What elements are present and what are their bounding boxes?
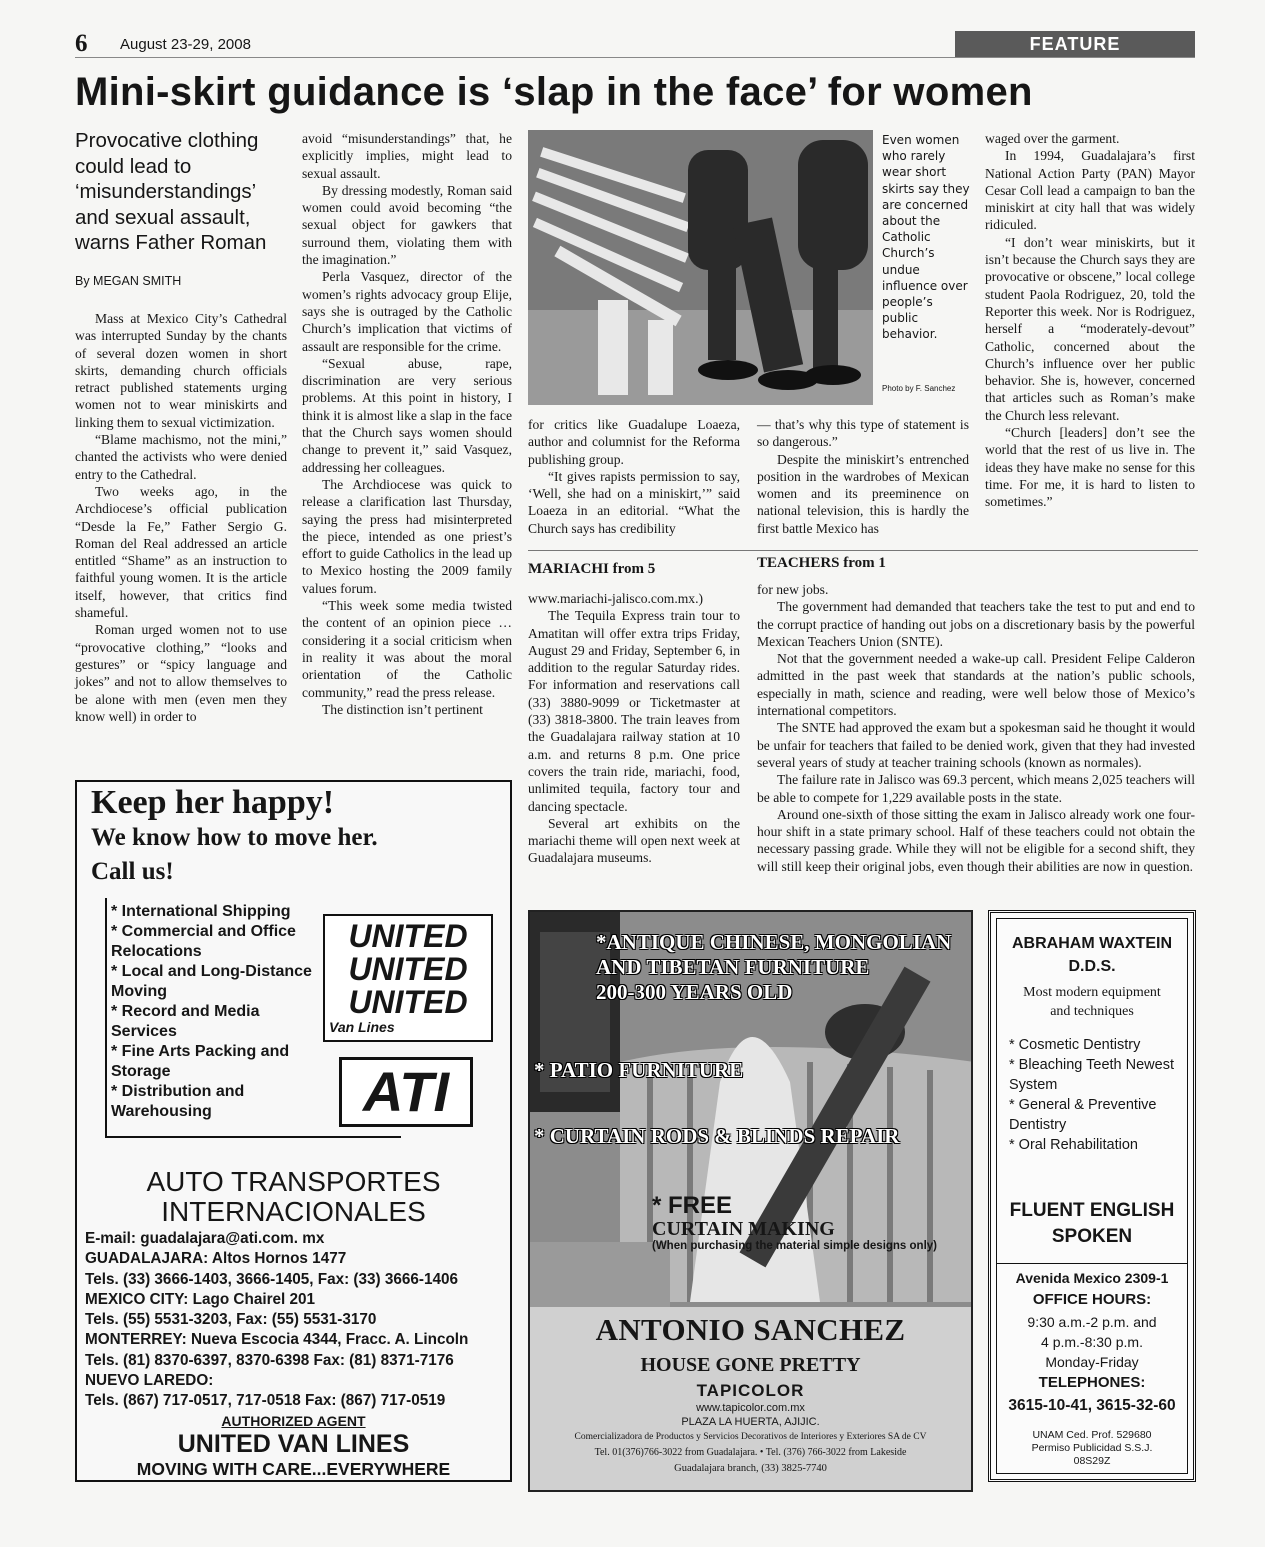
advertiser-name: ANTONIO SANCHEZ xyxy=(595,1312,906,1347)
office-hours-label: OFFICE HOURS: xyxy=(1032,1291,1152,1308)
paragraph: for critics like Guadalupe Loaeza, author and columnist for the Reforma publishing group. xyxy=(528,417,740,467)
license-line: UNAM Ced. Prof. 529680 xyxy=(1032,1429,1152,1441)
paragraph: “This week some media twisted the content of an opinion piece … considering it a social criticism when in reality it was about the moral orientation of the Catholic community,” read the press release. xyxy=(302,598,512,700)
paragraph: “I don’t wear miniskirts, but it isn’t because the Church says they are provocative or obscene,” local college student Paola Rodriguez, 20, told the Reporter this week. Nor is Rodriguez, herself a “moderately-devout” Catholic, concerned about the Church’s influence over her public behavior. She is, however, concerned that articles such as Roman’s make the Church less relevant. xyxy=(985,234,1195,423)
furniture-tel1: Tel. 01(376)766-3022 from Guadalajara. • Tel. (376) 766-3022 from Lakeside xyxy=(594,1447,907,1458)
contact-line: GUADALAJARA: Altos Hornos 1477 xyxy=(85,1250,347,1268)
legal-name: Comercializadora de Productos y Servicios Decorativos de Interiores y Exteriores SA de CV xyxy=(574,1432,927,1442)
paragraph: Not that the government needed a wake-up call. President Felipe Calderon admitted in the past week that standards at the nation’s public schools, especially in math, science and reading, were well below those of Mexico’s international competitors. xyxy=(757,651,1195,719)
contact-line: Tels. (81) 8370-6397, 8370-6398 Fax: (81) 8371-7176 xyxy=(85,1351,454,1369)
furniture-line: *ANTIQUE CHINESE, MONGOLIAN xyxy=(596,930,952,954)
list-item: * General & Preventive Dentistry xyxy=(1009,1097,1157,1133)
mariachi-jump-head: MARIACHI from 5 xyxy=(528,561,656,577)
dentist-services xyxy=(1009,1035,1184,1155)
ad-ati-line3: Call us! xyxy=(91,858,174,885)
list-item: * Bleaching Teeth Newest System xyxy=(1009,1057,1174,1093)
dentist-telephones: 3615-10-41, 3615-32-60 xyxy=(1008,1397,1176,1414)
paragraph: The distinction isn’t pertinent xyxy=(322,701,483,717)
authorized-agent: AUTHORIZED AGENT xyxy=(221,1413,366,1429)
ad-ati-line2: We know how to move her. xyxy=(91,824,378,851)
dentist-tagline xyxy=(991,983,1193,1021)
mariachi-story xyxy=(528,590,740,867)
list-item: * Local and Long-Distance Moving xyxy=(111,963,312,1000)
van-lines-text: Van Lines xyxy=(329,1019,395,1035)
photo-caption: Even women who rarely wear short skirts say they are concerned about the Catholic Church’s undue influence over people’s public behavior. xyxy=(882,133,970,342)
united-logo xyxy=(323,914,493,1042)
list-item: * Commercial and Office Relocations xyxy=(111,923,296,960)
furniture-line: 200-300 YEARS OLD xyxy=(596,980,793,1004)
paragraph: The SNTE had approved the exam but a spokesman said he thought it would be unfair for teachers that failed to be denied work, given that they had invested several years of study at teacher training schools (known as normales). xyxy=(757,720,1195,770)
tapicolor-web: www.tapicolor.com.mx xyxy=(696,1402,805,1414)
curtain-note: (When purchasing the material simple designs only) xyxy=(652,1240,937,1252)
ad-furniture xyxy=(528,910,973,1492)
ad-furniture-head xyxy=(596,930,973,1005)
dentist-title: D.D.S. xyxy=(1068,958,1116,975)
contact-line: Tels. (867) 717-0517, 717-0518 Fax: (867) 717-0519 xyxy=(85,1392,446,1410)
section-banner xyxy=(955,31,1195,57)
teachers-story xyxy=(757,581,1195,875)
paragraph: Two weeks ago, in the Archdiocese’s official publication “Desde la Fe,” Father Sergio G. Roman del Real addressed an article entitled “Shame” as an instruction to faithful young women. It is the article itself, however, that critics find shameful. xyxy=(75,483,287,621)
headline: Mini-skirt guidance is ‘slap in the face’ for women xyxy=(75,70,1033,114)
furniture-line: AND TIBETAN FURNITURE xyxy=(596,955,870,979)
united-logo-text: UNITED xyxy=(348,918,468,954)
article-photo xyxy=(528,130,873,405)
united-logo-text: UNITED xyxy=(348,951,468,987)
furniture-tel2: Guadalajara branch, (33) 3825-7740 xyxy=(674,1463,827,1474)
list-item: * Record and Media Services xyxy=(111,1003,260,1040)
teachers-jump-head: TEACHERS from 1 xyxy=(757,555,886,571)
curtain-making: CURTAIN MAKING xyxy=(652,1218,835,1240)
ad-ati-tagline: MOVING WITH CARE...EVERYWHERE xyxy=(136,1459,451,1479)
contact-line: NUEVO LAREDO: xyxy=(85,1372,214,1390)
contact-line: Tels. (55) 5531-3203, Fax: (55) 5531-3170 xyxy=(85,1311,377,1329)
paragraph: Roman urged women not to use “provocative clothing,” “looks and gestures” or “spicy language and jokes” and not to allow themselves to be alone with men (even men they know well) in order to xyxy=(75,622,287,724)
dentist-divider xyxy=(996,1263,1188,1264)
paragraph: “Church [leaders] don’t see the world that the rest of us live in. The ideas they have make no sense for this time. For me, it is hard to listen to sometimes.” xyxy=(985,425,1195,510)
ad-ati xyxy=(75,780,512,1482)
fluent-english: FLUENT ENGLISH SPOKEN xyxy=(1009,1200,1175,1247)
issue-date: August 23-29, 2008 xyxy=(120,36,251,53)
list-item: * International Shipping xyxy=(111,903,291,920)
ad-ati-company xyxy=(77,1167,510,1227)
contact-line: MONTERREY: Nueva Escocia 4344, Fracc. A. Lincoln xyxy=(85,1331,469,1349)
page-number: 6 xyxy=(75,30,88,57)
header-rule xyxy=(75,57,1195,58)
contact-line: Tels. (33) 3666-1403, 3666-1405, Fax: (33) 3666-1406 xyxy=(85,1270,459,1288)
paragraph: Mass at Mexico City’s Cathedral was interrupted Sunday by the chants of several dozen women in short skirts, demanding church officials retract published statements urging women not to wear miniskirts and linking them to sexual victimization. xyxy=(75,311,287,430)
ad-ati-contacts xyxy=(85,1229,510,1412)
license-line: Permiso Publicidad S.S.J. xyxy=(1031,1442,1153,1454)
telephones-label: TELEPHONES: xyxy=(1038,1374,1146,1391)
column-4 xyxy=(757,416,969,537)
dentist-name: ABRAHAM WAXTEIN xyxy=(1012,935,1172,952)
hours-line: 9:30 a.m.-2 p.m. and xyxy=(1027,1314,1157,1330)
paragraph: By dressing modestly, Roman said women could avoid becoming “the sexual object for gawkers that surround them, violating them with the imagination.” xyxy=(302,182,512,268)
photo-credit: Photo by F. Sanchez xyxy=(882,384,956,393)
paragraph: — that’s why this type of statement is so dangerous.” xyxy=(757,417,969,450)
paragraph: www.mariachi-jalisco.com.mx.) xyxy=(528,591,704,606)
paragraph: The Tequila Express train tour to Amatitan will offer extra trips Friday, August 29 and Friday, September 6, in addition to the regular Saturday rides. For information and reservations call (33) 3880-9099 or Ticketmaster at (33) 3818-3800. The train leaves from the Guadalajara railway station at 10 a.m. and returns 8 p.m. One price covers the train ride, mariachi, food, unlimited tequila, factory tour and dancing spectacle. xyxy=(528,608,740,814)
ad-ati-headline: Keep her happy! xyxy=(91,784,335,821)
byline: By MEGAN SMITH xyxy=(75,274,182,288)
dentist-address: Avenida Mexico 2309-1 xyxy=(1015,1270,1169,1286)
column-1 xyxy=(75,310,287,725)
company-line: AUTO TRANSPORTES xyxy=(146,1166,441,1197)
paragraph: “It gives rapists permission to say, ‘Well, she had on a miniskirt,’” said Loaeza in an editorial. “What the Church says has credibility xyxy=(528,468,740,536)
ad-dentist xyxy=(988,910,1196,1482)
contact-line: E-mail: guadalajara@ati.com. mx xyxy=(85,1230,325,1247)
ati-logo xyxy=(339,1057,473,1127)
plaza-address: PLAZA LA HUERTA, AJIJIC. xyxy=(681,1416,820,1428)
paragraph: “Blame machismo, not the mini,” chanted the activists who were denied entry to the Cathedral. xyxy=(75,432,287,482)
paragraph: “Sexual abuse, rape, discrimination are very serious problems. At this point in history, I think it is almost like a slap in the face that the Church says women should change to prevent it,” said Vasquez, addressing her colleagues. xyxy=(302,355,512,475)
column-5 xyxy=(985,130,1195,511)
house-gone-pretty: HOUSE GONE PRETTY xyxy=(640,1354,861,1376)
paragraph: Perla Vasquez, director of the women’s rights advocacy group Elije, says she is outraged by the Catholic Church’s implication that victims of assault are responsible for the crime. xyxy=(302,269,512,354)
column-3 xyxy=(528,416,740,537)
section-label: FEATURE xyxy=(1029,34,1121,54)
paragraph: Despite the miniskirt’s entrenched position in the wardrobes of Mexican women and its preeminence on national television, this is hardly the first battle Mexico has xyxy=(757,451,969,536)
column-2 xyxy=(302,130,512,718)
section-divider xyxy=(528,550,1198,551)
united-van-lines: UNITED VAN LINES xyxy=(177,1430,410,1458)
united-logo-text: UNITED xyxy=(348,984,468,1020)
paragraph: The failure rate in Jalisco was 69.3 percent, which means 2,025 teachers will be able to compete for 1,229 available posts in the state. xyxy=(757,772,1195,805)
paragraph: The Archdiocese was quick to release a clarification last Thursday, saying the press had misinterpreted the piece, intended as one priest’s effort to guide Catholics in the lead up to Mexico hosting the 2009 family values forum. xyxy=(302,476,512,596)
list-item: * Fine Arts Packing and Storage xyxy=(111,1043,290,1080)
tagline-line: and techniques xyxy=(1050,1004,1134,1019)
paragraph: Several art exhibits on the mariachi theme will open next week at Guadalajara museums. xyxy=(528,815,740,866)
list-item: * Oral Rehabilitation xyxy=(1009,1137,1138,1153)
tagline-line: Most modern equipment xyxy=(1023,985,1161,1000)
paragraph: Around one-sixth of those sitting the exam in Jalisco already work one four-hour shift in a state primary school. Half of these teachers could not obtain the necessary passing grade. While they will not be eligible for a second shift, they will still keep their original jobs, even though their abilities are now in question. xyxy=(757,806,1195,874)
subhead: Provocative clothing could lead to ‘misunderstandings’ and sexual assault, warns Father Roman xyxy=(75,129,267,254)
company-line: INTERNACIONALES xyxy=(161,1196,426,1227)
ati-logo-text: ATI xyxy=(362,1060,450,1123)
patio-furniture: * PATIO FURNITURE xyxy=(534,1058,744,1082)
photo-illustration xyxy=(528,130,873,405)
office-hours xyxy=(991,1312,1193,1372)
contact-line: MEXICO CITY: Lago Chairel 201 xyxy=(85,1290,316,1308)
list-item: * Cosmetic Dentistry xyxy=(1009,1037,1141,1053)
paragraph: avoid “misunderstandings” that, he explicitly implies, might lead to sexual assault. xyxy=(302,131,512,181)
dentist-license xyxy=(991,1429,1193,1468)
curtain-rods: * CURTAIN RODS & BLINDS REPAIR xyxy=(534,1124,900,1148)
paragraph: waged over the garment. xyxy=(985,131,1120,146)
tapicolor-brand: TAPICOLOR xyxy=(696,1381,805,1400)
paragraph: The government had demanded that teachers take the test to put and end to the corrupt practice of handing out jobs on a discretionary basis by the powerful Mexican Teachers Union (SNTE). xyxy=(757,599,1195,649)
free-label: * FREE xyxy=(652,1192,733,1219)
paragraph: for new jobs. xyxy=(757,582,829,597)
paragraph: In 1994, Guadalajara’s first National Action Party (PAN) Mayor Cesar Coll lead a campaign to ban the miniskirt at city hall that was widely ridiculed. xyxy=(985,148,1195,233)
list-item: * Distribution and Warehousing xyxy=(111,1083,245,1120)
license-line: 08S29Z xyxy=(1073,1455,1111,1467)
hours-line: Monday-Friday xyxy=(1045,1354,1139,1370)
hours-line: 4 p.m.-8:30 p.m. xyxy=(1041,1334,1143,1350)
